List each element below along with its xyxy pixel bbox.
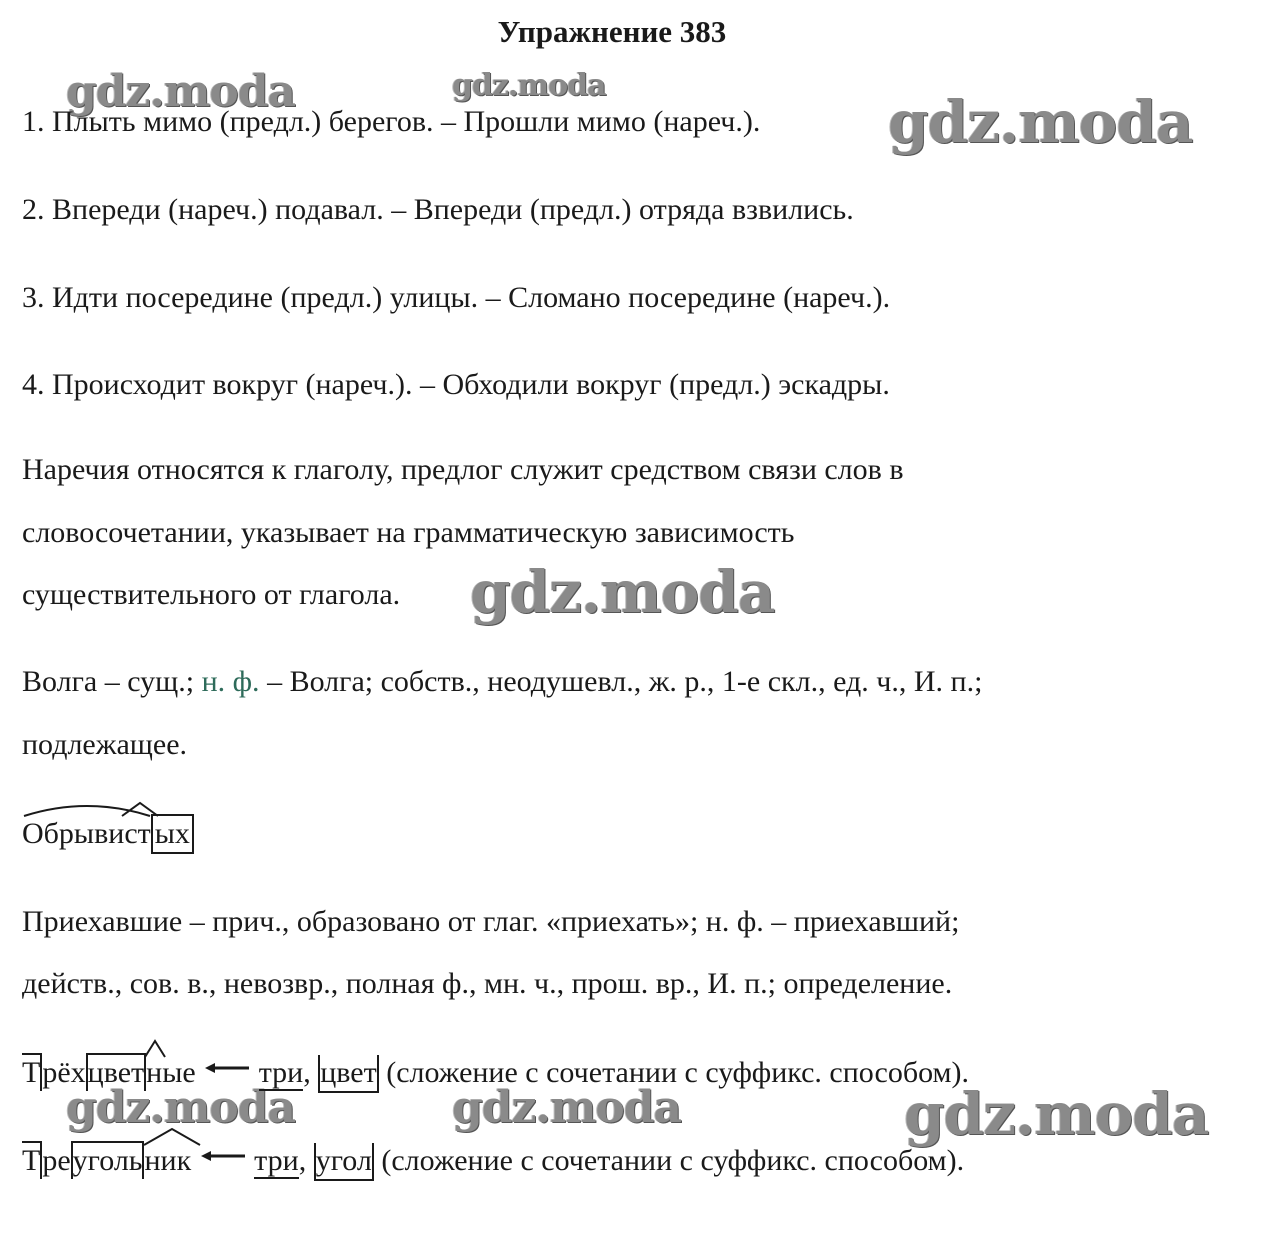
word-formation-trekhtsvetnye (22, 1053, 969, 1093)
pair-line-2: 2. Впереди (нареч.) подавал. – Впереди (предл.) отряда взвились. (22, 193, 854, 226)
separator: , (298, 1144, 314, 1177)
arrow-left-icon (203, 1062, 251, 1074)
formation-note: (сложение с сочетании с суффикс. способом). (378, 1056, 970, 1089)
connector-morph: ре (42, 1144, 71, 1177)
root-mark-1: Т (22, 1053, 42, 1091)
root-mark-2: цвет (86, 1053, 146, 1091)
volga-rest: – Волга; собств., неодушевл., ж. р., 1-е скл., ед. ч., И. п.; (259, 665, 983, 698)
volga-role-line: подлежащее. (22, 728, 188, 761)
pair-line-3: 3. Идти посередине (предл.) улицы. – Сломано посередине (нареч.). (22, 281, 891, 314)
suffix-morpheme: ник (144, 1143, 191, 1179)
initial-form-label: н. ф. (201, 665, 260, 698)
participle-line-1: Приехавшие – прич., образовано от глаг. «приехать»; н. ф. – приехавший; (22, 905, 960, 938)
source-root-1: три (254, 1144, 299, 1177)
volga-analysis-line (22, 664, 982, 700)
suffix-morpheme: н (146, 1055, 162, 1091)
formation-note: (сложение с сочетании с суффикс. способом). (373, 1144, 965, 1177)
ending-morpheme: ых (151, 814, 194, 854)
exercise-title: Упражнение 383 (497, 14, 727, 49)
source-root-2: угол (314, 1143, 374, 1181)
explanation-line-2: словосочетании, указывает на грамматическую зависимость (22, 516, 795, 549)
explanation-line-1: Наречия относятся к глаголу, предлог служит средством связи слов в (22, 453, 904, 486)
separator: , (303, 1056, 319, 1089)
morpheme-parse-obryvistykh (22, 814, 194, 854)
watermark: gdz.moda (452, 1082, 682, 1133)
watermark: gdz.moda (470, 558, 775, 626)
suffix-caret-mark (143, 1039, 167, 1059)
explanation-line-3: существительного от глагола. (22, 578, 401, 611)
root-mark-1: Т (22, 1141, 42, 1179)
pair-line-1: 1. Плыть мимо (предл.) берегов. – Прошли мимо (нареч.). (22, 105, 761, 138)
root-mark-2: уголь (71, 1141, 145, 1179)
source-root-2: цвет (318, 1055, 378, 1093)
pair-line-4: 4. Происходит вокруг (нареч.). – Обходили вокруг (предл.) эскадры. (22, 368, 890, 401)
ending-part: ые (162, 1056, 196, 1089)
root-morpheme: Обрыви (22, 816, 124, 852)
volga-start: Волга – сущ.; (22, 665, 202, 698)
word-formation-treugolnik (22, 1141, 964, 1181)
participle-line-2: действ., сов. в., невозвр., полная ф., мн. ч., прош. вр., И. п.; определение. (22, 967, 953, 1000)
watermark: gdz.moda (452, 68, 606, 103)
connector-morph: рёх (42, 1056, 86, 1089)
suffix-morpheme: ст (124, 816, 150, 852)
watermark: gdz.moda (888, 88, 1193, 156)
watermark: gdz.moda (904, 1080, 1209, 1148)
arrow-left-icon (199, 1150, 247, 1162)
watermark: gdz.moda (66, 1082, 296, 1133)
source-root-1: три (258, 1056, 304, 1089)
watermark: gdz.moda (66, 66, 296, 117)
suffix-caret-mark (142, 1127, 202, 1147)
